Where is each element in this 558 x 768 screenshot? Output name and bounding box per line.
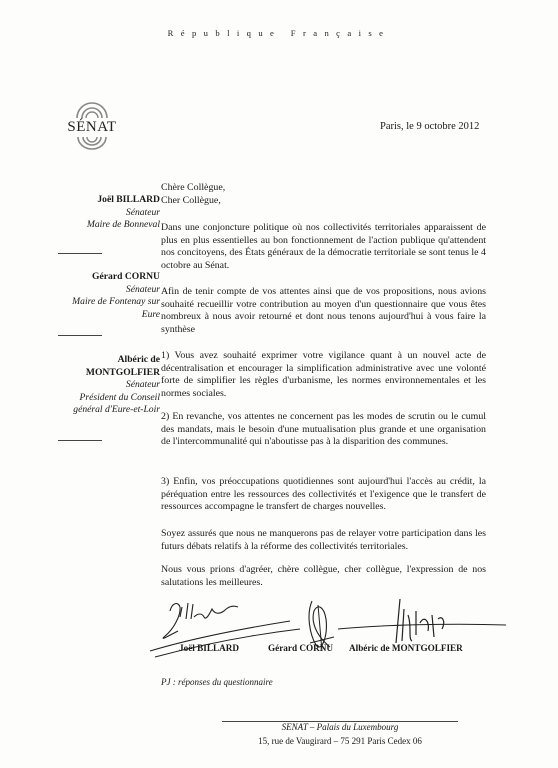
letter-date: Paris, le 9 octobre 2012 xyxy=(380,121,480,132)
paragraph-text: 1) Vous avez souhaité exprimer votre vigilance quant à un nouvel acte de décentralisation et encourager la simplification administrative avec une volonté forte de simplifier les règles d'urbanisme, les normes environnementales et les normes sociales. xyxy=(161,350,486,399)
separator-line xyxy=(58,440,102,441)
senator-role: général d'Eure-et-Loir xyxy=(73,404,160,416)
senator-name: MONTGOLFIER xyxy=(85,366,160,378)
paragraph-text: Dans une conjoncture politique où nos collectivités territoriales apparaissent de plus en plus essentielles au bon fonctionnement de l'action publique qu'attendent nos concitoyens, des États généraux de la démocratie territoriale se sont tenus le 4 octobre au Sénat. xyxy=(161,222,486,271)
separator-line xyxy=(58,253,102,254)
senator-role: Maire de Bonneval xyxy=(86,219,160,231)
signature-name-billard: Joël BILLARD xyxy=(179,643,239,653)
senator-name: Albéric de xyxy=(117,354,160,365)
paragraph-text: 3) Enfin, vos préoccupations quotidiennes sont aujourd'hui l'accès au crédit, la péréquation entre les ressources des collectivités et l'exigence que le transfert de ressources accompagne le transfert de charges nouvelles. xyxy=(161,476,486,513)
senator-name: Gérard CORNU xyxy=(92,271,160,282)
senator-role: Président du Conseil xyxy=(79,391,160,403)
handwritten-signatures xyxy=(150,595,510,665)
paragraph-text: Afin de tenir compte de vos attentes ainsi que de vos propositions, nous avions souhaité recueillir votre contribution au moyen d'un questionnaire que vous êtes nombreux à nous avoir retourné et dont nous tenons aujourd'hui à vous faire la synthèse xyxy=(161,286,486,335)
senator-role: Sénateur xyxy=(125,206,160,218)
republique-francaise-header: République Française xyxy=(167,28,391,38)
senator-montgolfier xyxy=(30,354,160,417)
signature-name-cornu: Gérard CORNU xyxy=(268,643,334,653)
senator-cornu xyxy=(30,271,160,321)
paragraph-text: 2) En revanche, vos attentes ne concernent pas les modes de scrutin ou le cumul des mandats, mais le besoin d'une mutualisation plus grande et une organisation de l'intercommunalité qui n'aboutisse pas à la disparition des communes. xyxy=(161,411,486,448)
letter-paragraph xyxy=(161,476,486,514)
senator-role: Maire de Fontenay sur xyxy=(72,296,160,308)
letter-paragraph xyxy=(161,564,486,589)
senator-role: Sénateur xyxy=(125,379,160,391)
senat-logo xyxy=(55,100,129,152)
footer-address-line1: SENAT – Palais du Luxembourg xyxy=(281,722,399,732)
paragraph-text: Nous vous prions d'agréer, chère collègue, cher collègue, l'expression de nos salutations les meilleures. xyxy=(161,564,486,588)
signature-name-montgolfier: Albéric de MONTGOLFIER xyxy=(349,643,463,653)
letter-paragraph xyxy=(161,222,486,272)
letter-paragraph xyxy=(161,528,486,553)
senator-name: Joël BILLARD xyxy=(97,194,160,205)
senator-role: Sénateur xyxy=(125,283,160,295)
senat-logo-text: SÉNAT xyxy=(67,119,117,135)
letter-paragraph xyxy=(161,411,486,449)
senator-billard xyxy=(30,194,160,232)
letter-paragraph xyxy=(161,286,486,336)
letter-paragraph xyxy=(161,350,486,400)
letter-greeting xyxy=(161,182,486,207)
senator-role: Eure xyxy=(141,308,160,320)
greeting-line: Cher Collègue, xyxy=(161,194,221,206)
greeting-line: Chère Collègue, xyxy=(161,182,226,193)
paragraph-text: Soyez assurés que nous ne manquerons pas de relayer votre participation dans les futurs débats relatifs à la réforme des collectivités territoriales. xyxy=(161,528,486,552)
footer-address-line2: 15, rue de Vaugirard – 75 291 Paris Cedex 06 xyxy=(258,736,422,746)
attachment-note: PJ : réponses du questionnaire xyxy=(161,677,273,687)
separator-line xyxy=(58,335,102,336)
